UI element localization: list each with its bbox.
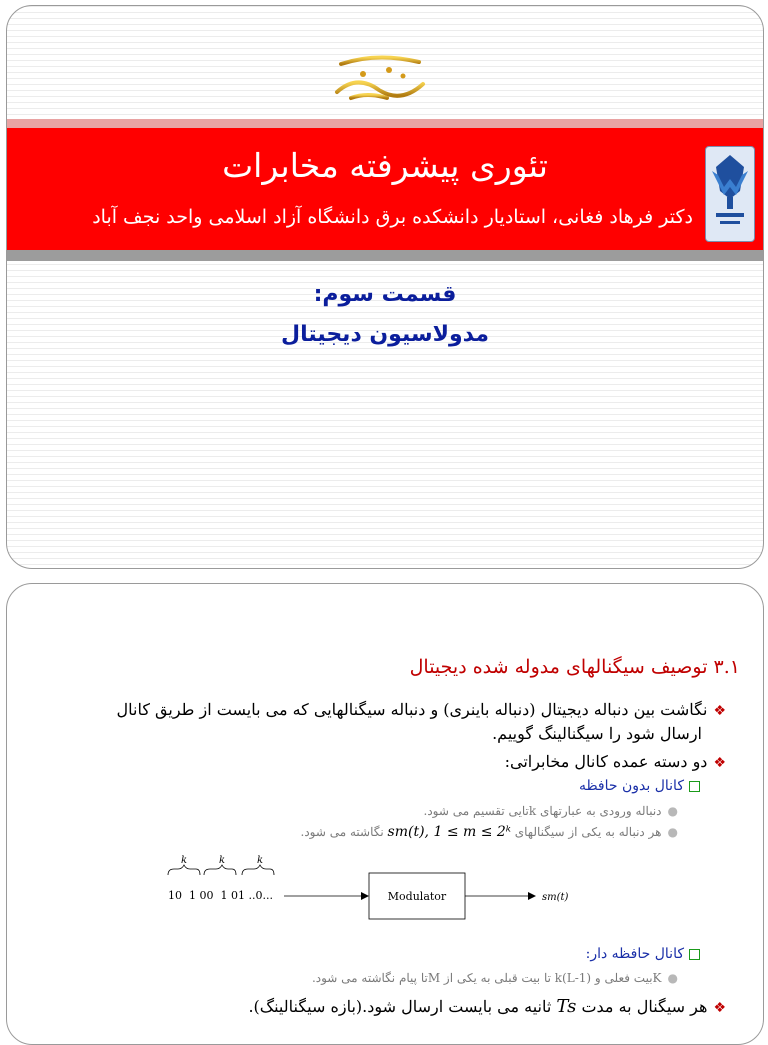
diamond-bullet-icon: ❖	[713, 755, 726, 771]
dot-bullet-icon: ●	[667, 825, 678, 839]
bit-group-k-label: k	[256, 855, 264, 866]
title-slide	[6, 5, 764, 569]
square-bullet-icon	[689, 781, 700, 792]
dot-bullet-icon: ●	[667, 971, 678, 985]
diamond-bullet-icon: ❖	[713, 703, 726, 719]
slide-title: تئوری پیشرفته مخابرات	[222, 146, 548, 185]
modulator-block-label: Modulator	[387, 890, 447, 903]
paragraph-mapping-line2: ارسال شود را سیگنالینگ گوییم.	[492, 724, 702, 743]
bit-group-k-label: k	[180, 855, 188, 866]
modulator-output-label: sm(t)	[542, 892, 569, 903]
bit-sequence: 10 1 00 1 01 ..0...	[168, 889, 273, 902]
dot-bullet-icon: ●	[667, 804, 678, 818]
bit-group-k-label: k	[218, 855, 226, 866]
modulator-diagram	[164, 855, 584, 927]
signaling-interval-symbol: Ts	[556, 996, 577, 1017]
memoryless-bullet-2: ●هر دنباله به یکی از سیگنالهای sm(t), 1 ≤ m ≤ 2ᵏ نگاشته می شود.	[300, 824, 678, 840]
slide-subtitle: دکتر فرهاد فغانی، استادیار دانشکده برق دانشگاه آزاد اسلامی واحد نجف آباد	[92, 206, 693, 228]
section-heading: ۳.۱ توصیف سیگنالهای مدوله شده دیجیتال	[409, 656, 740, 678]
header-band-top	[7, 119, 763, 128]
paragraph-mapping-line1: ❖نگاشت بین دنباله دیجیتال (دنباله باینری) و دنباله سیگنالهایی که می بایست از طریق کانال	[116, 700, 726, 719]
memoryless-bullet-1: ●دنباله ورودی به عبارتهای kتایی تقسیم می شود.	[423, 804, 678, 818]
diamond-bullet-icon: ❖	[713, 1000, 726, 1016]
part-title: مدولاسیون دیجیتال	[281, 322, 489, 347]
paragraph-signaling-interval: ❖هر سیگنال به مدت Ts ثانیه می بایست ارسال شود.(بازه سیگنالینگ).	[248, 996, 726, 1017]
memoryless-channel-label: کانال بدون حافظه	[579, 778, 700, 794]
memory-channel-label: کانال حافظه دار:	[586, 946, 700, 962]
signal-set-formula: sm(t), 1 ≤ m ≤ 2ᵏ	[387, 824, 511, 840]
paragraph-channel-types: ❖دو دسته عمده کانال مخابراتی:	[504, 752, 726, 771]
memory-bullet-1: ●Kبیت فعلی و k(L-1) تا بیت قبلی به یکی از Mتا پیام نگاشته می شود.	[311, 971, 678, 985]
part-number: قسمت سوم:	[313, 282, 457, 307]
header-band-bottom	[7, 250, 763, 261]
square-bullet-icon	[689, 949, 700, 960]
bismillah-calligraphy	[327, 34, 431, 106]
